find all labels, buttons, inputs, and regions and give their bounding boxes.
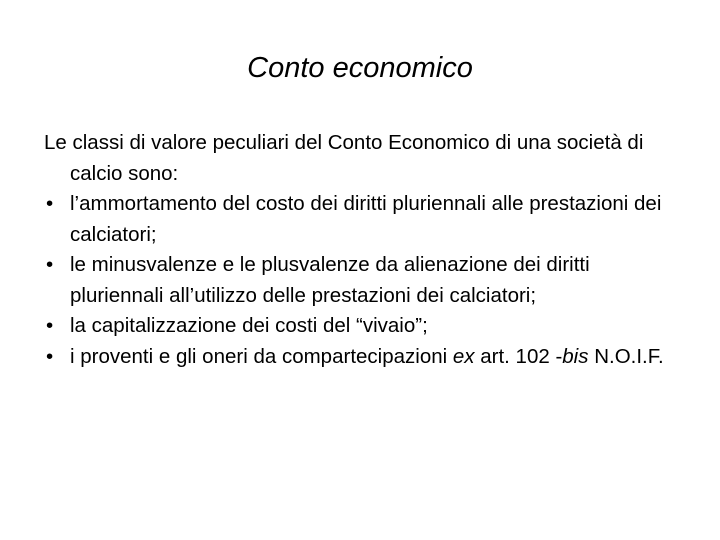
list-item-text-part: N.O.I.F. — [588, 344, 664, 368]
italic-term-bis: bis — [562, 344, 589, 368]
list-item-text: la capitalizzazione dei costi del “vivaio”; — [70, 314, 428, 337]
bullet-list — [44, 189, 684, 372]
bullet-icon: • — [46, 192, 54, 215]
bullet-icon: • — [46, 344, 54, 368]
intro-text: Le classi di valore peculiari del Conto Economico di una società di calcio sono: — [44, 131, 644, 185]
list-item-text-part: i proventi e gli oneri da compartecipazioni — [70, 344, 453, 368]
list-item — [44, 342, 684, 373]
list-item-text: le minusvalenze e le plusvalenze da alienazione dei diritti pluriennali all’utilizzo delle prestazioni dei calciatori; — [70, 253, 590, 307]
list-item — [44, 189, 684, 250]
list-item — [44, 311, 684, 342]
bullet-icon: • — [46, 314, 54, 337]
bullet-icon: • — [46, 253, 54, 276]
list-item-text — [70, 345, 664, 368]
slide-body — [44, 128, 684, 372]
list-item — [44, 250, 684, 311]
list-item-text-part: art. 102 - — [474, 344, 563, 368]
list-item-text: l’ammortamento del costo dei diritti pluriennali alle prestazioni dei calciatori; — [70, 192, 662, 246]
slide-title: Conto economico — [247, 52, 473, 84]
italic-term-ex: ex — [452, 344, 475, 368]
